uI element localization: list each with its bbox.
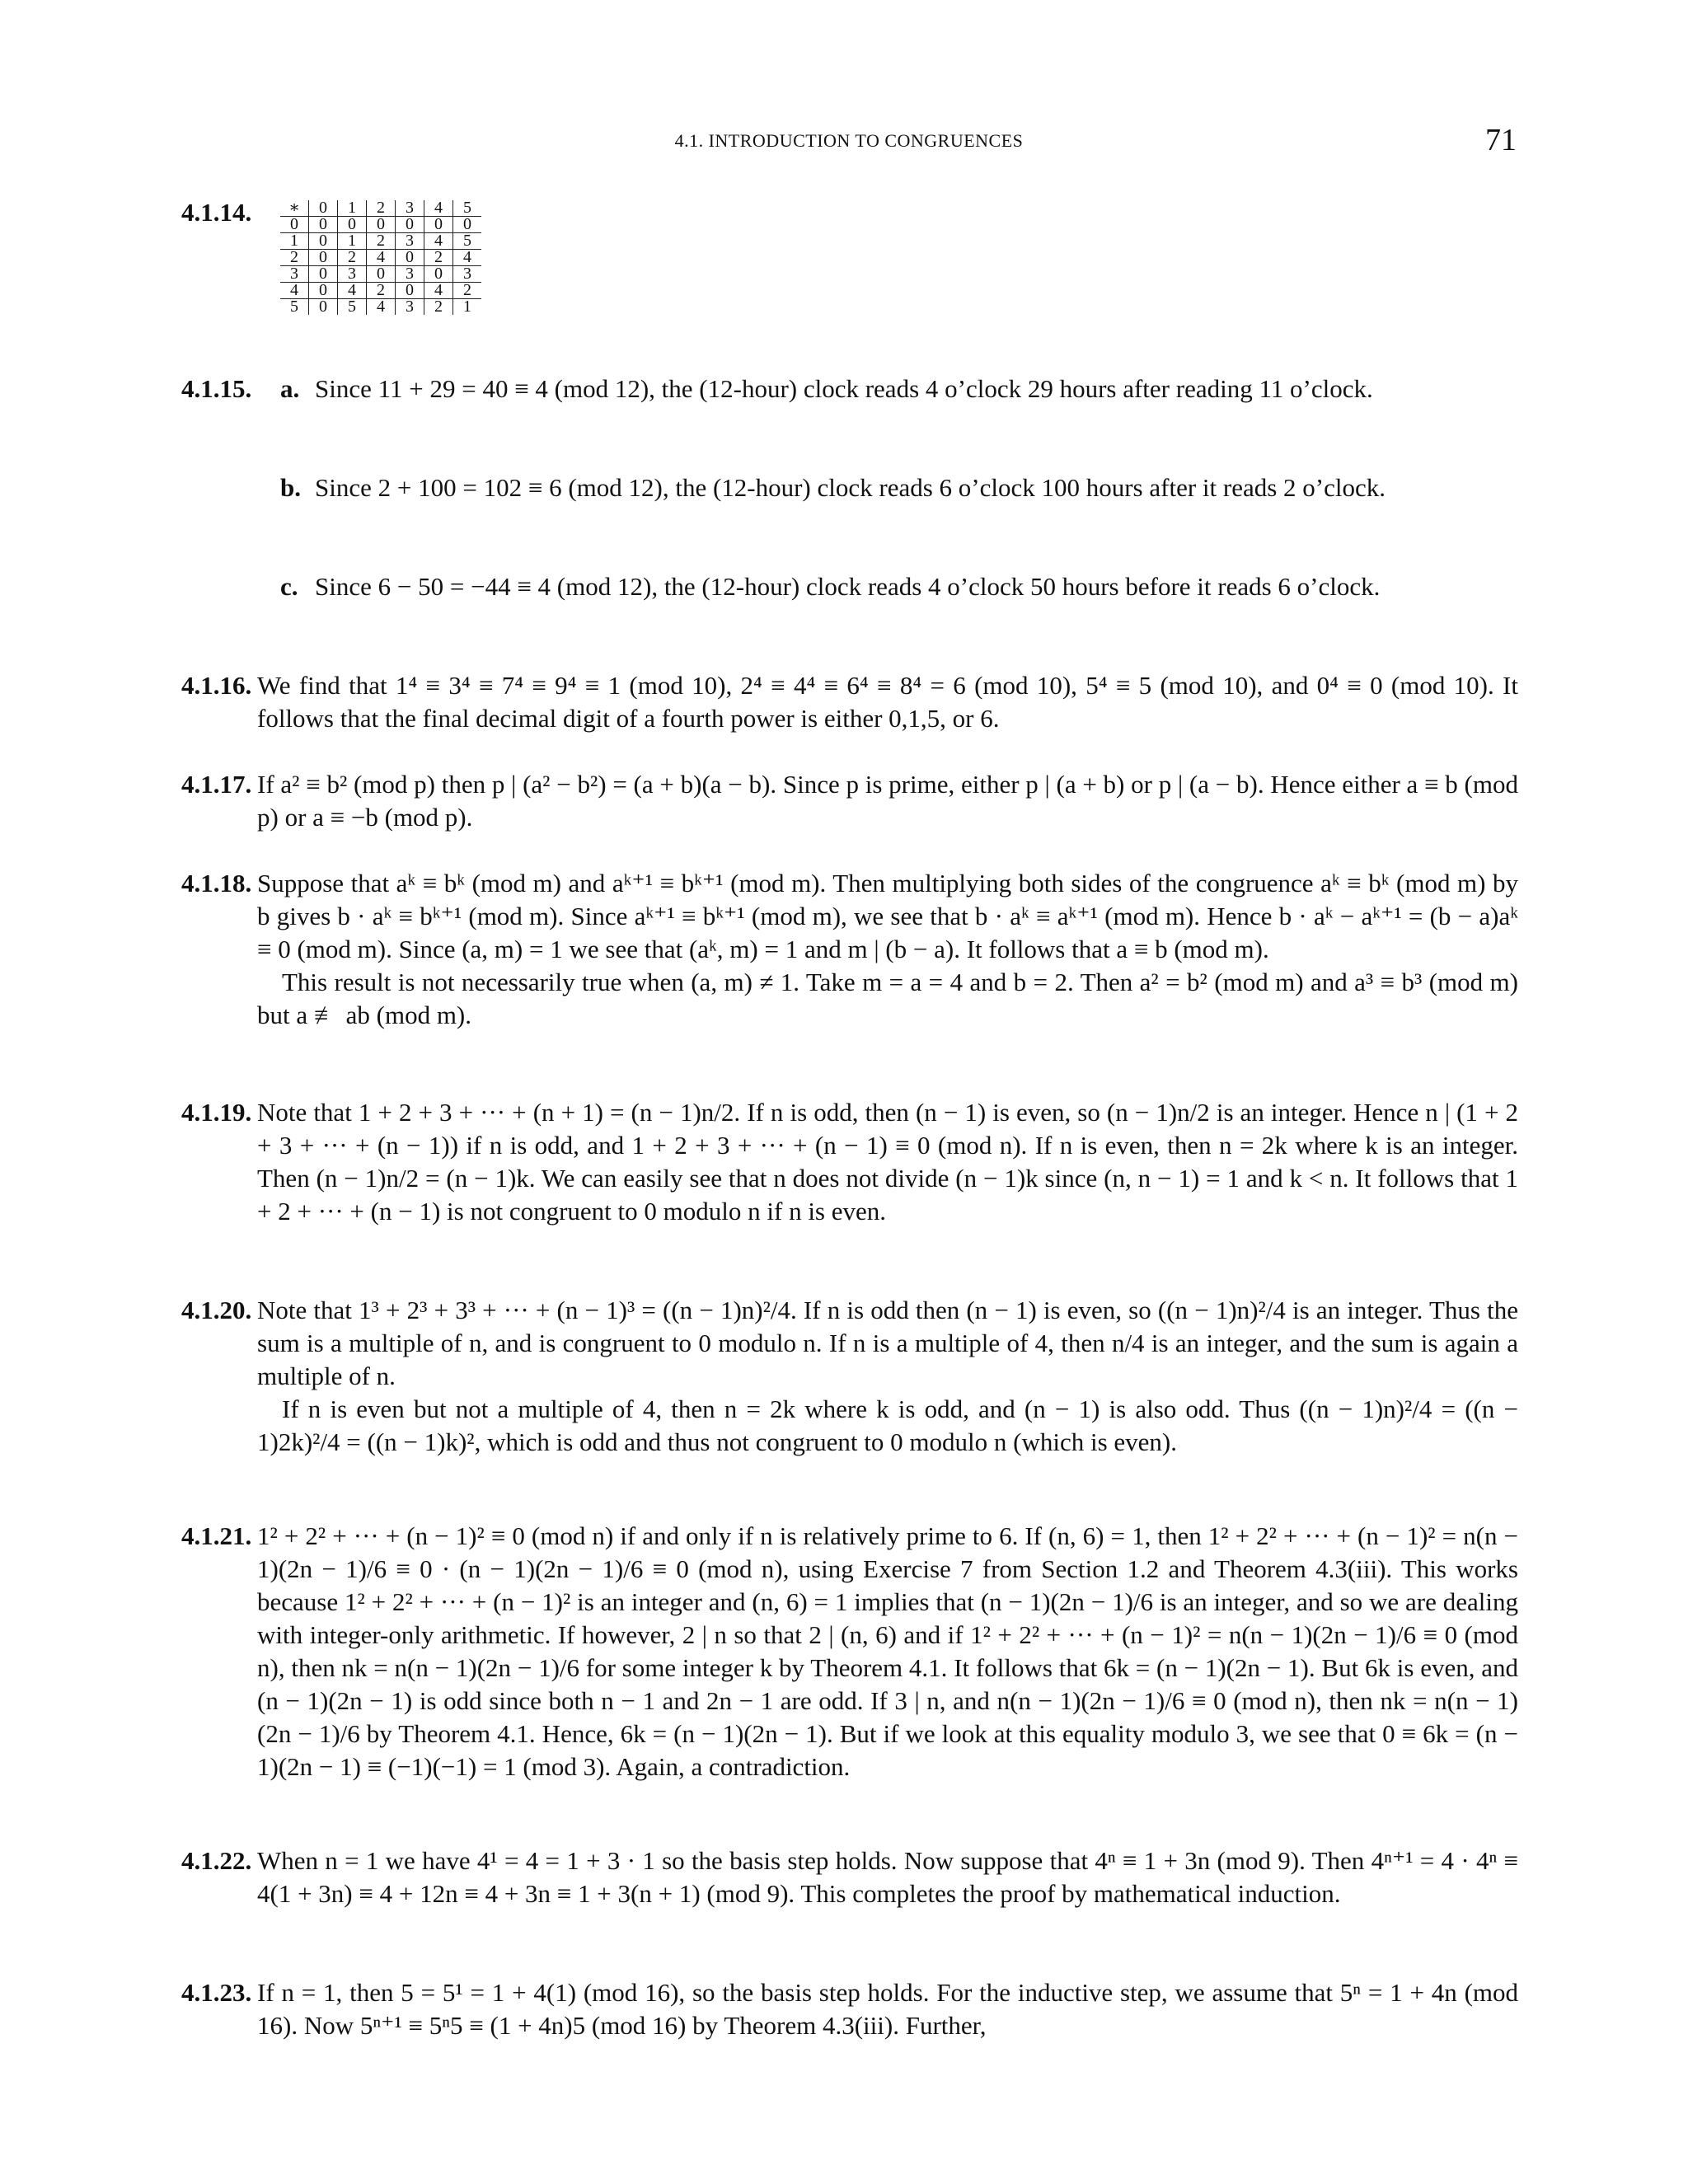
table-cell: 2 bbox=[338, 250, 367, 266]
part-label-a: a. bbox=[280, 374, 300, 403]
table-header-cell: 0 bbox=[309, 200, 338, 217]
table-cell: 0 bbox=[367, 217, 396, 233]
exercise-4-1-15-a bbox=[181, 373, 1518, 405]
table-cell: 0 bbox=[309, 250, 338, 266]
exercise-4-1-17 bbox=[181, 768, 1518, 834]
table-row-header-cell: 4 bbox=[280, 283, 309, 299]
table-cell: 0 bbox=[309, 217, 338, 233]
exercise-4-1-21 bbox=[181, 1520, 1518, 1783]
exercise-label: 4.1.19. bbox=[181, 1098, 252, 1127]
exercise-4-1-15-c bbox=[181, 570, 1518, 603]
exercise-4-1-16 bbox=[181, 669, 1518, 735]
part-text-a: Since 11 + 29 = 40 ≡ 4 (mod 12), the (12-hour) clock reads 4 o’clock 29 hours after reading 11 o’clock. bbox=[315, 374, 1373, 403]
table-cell: 2 bbox=[424, 250, 453, 266]
exercise-text: Note that 1 + 2 + 3 + ··· + (n + 1) = (n − 1)n/2. If n is odd, then (n − 1) is even, so (n − 1)n/2 is an integer. Hence n | (1 + 2 + 3 + ··· + (n − 1)) if n is odd, and 1 + 2 + 3 + ··· + (n − 1) ≡ 0 (mod n). If n is even, then n = 2k where k is an integer. Then (n − 1)n/2 = (n − 1)k. We can easily see that n does not divide (n − 1)k since (n, n − 1) = 1 and k < n. It follows that 1 + 2 + ··· + (n − 1) is not congruent to 0 modulo n if n is even. bbox=[257, 1098, 1518, 1226]
table-cell: 4 bbox=[338, 283, 367, 299]
exercise-text: When n = 1 we have 4¹ = 4 = 1 + 3 · 1 so the basis step holds. Now suppose that 4ⁿ ≡ 1 + 3n (mod 9). Then 4ⁿ⁺¹ = 4 · 4ⁿ ≡ 4(1 + 3n) ≡ 4 + 12n ≡ 4 + 3n ≡ 1 + 3(n + 1) (mod 9). This completes the proof by mathematical induction. bbox=[257, 1846, 1518, 1908]
exercise-label: 4.1.20. bbox=[181, 1296, 252, 1324]
table-row bbox=[280, 283, 481, 299]
table-cell: 0 bbox=[396, 283, 424, 299]
multiplication-table bbox=[280, 200, 481, 315]
table-row bbox=[280, 299, 481, 316]
part-text-c: Since 6 − 50 = −44 ≡ 4 (mod 12), the (12-hour) clock reads 4 o’clock 50 hours before it reads 6 o’clock. bbox=[315, 572, 1381, 601]
page-number: 71 bbox=[1485, 123, 1517, 157]
table-cell: 4 bbox=[424, 233, 453, 250]
table-cell: 2 bbox=[453, 283, 482, 299]
table-header-cell: 3 bbox=[396, 200, 424, 217]
table-cell: 1 bbox=[453, 299, 482, 316]
exercise-text: Suppose that aᵏ ≡ bᵏ (mod m) and aᵏ⁺¹ ≡ bᵏ⁺¹ (mod m). Then multiplying both sides of the congruence aᵏ ≡ bᵏ (mod m) by b gives b · aᵏ ≡ bᵏ⁺¹ (mod m). Since aᵏ⁺¹ ≡ bᵏ⁺¹ (mod m), we see that b · aᵏ ≡ aᵏ⁺¹ (mod m). Hence b · aᵏ − aᵏ⁺¹ = (b − a)aᵏ ≡ 0 (mod m). Since (a, m) = 1 we see that (aᵏ, m) = 1 and m | (b − a). It follows that a ≡ b (mod m). bbox=[257, 869, 1518, 963]
table-row bbox=[280, 266, 481, 283]
exercise-label: 4.1.23. bbox=[181, 1978, 252, 2007]
exercise-text: 1² + 2² + ··· + (n − 1)² ≡ 0 (mod n) if and only if n is relatively prime to 6. If (n, 6) = 1, then 1² + 2² + ··· + (n − 1)² = n(n − 1)(2n − 1)/6 ≡ 0 · (n − 1)(2n − 1)/6 ≡ 0 (mod n), using Exercise 7 from Section 1.2 and Theorem 4.3(iii). This works because 1² + 2² + ··· + (n − 1)² is an integer and (n, 6) = 1 implies that (n − 1)(2n − 1)/6 is an integer, and so we are dealing with integer-only arithmetic. If however, 2 | n so that 2 | (n, 6) and if 1² + 2² + ··· + (n − 1)² = n(n − 1)(2n − 1)/6 ≡ 0 (mod n), then nk = n(n − 1)(2n − 1)/6 for some integer k by Theorem 4.1. It follows that 6k = (n − 1)(2n − 1). But 6k is even, and (n − 1)(2n − 1) is odd since both n − 1 and 2n − 1 are odd. If 3 | n, and n(n − 1)(2n − 1)/6 ≡ 0 (mod n), then nk = n(n − 1)(2n − 1)/6 by Theorem 4.1. Hence, 6k = (n − 1)(2n − 1). But if we look at this equality modulo 3, we see that 0 ≡ 6k = (n − 1)(2n − 1) ≡ (−1)(−1) = 1 (mod 3). Again, a contradiction. bbox=[257, 1521, 1518, 1781]
exercise-4-1-23 bbox=[181, 1976, 1518, 2042]
exercise-4-1-18 bbox=[181, 867, 1518, 1032]
exercise-text: Note that 1³ + 2³ + 3³ + ··· + (n − 1)³ = ((n − 1)n)²/4. If n is odd then (n − 1) is even, so ((n − 1)n)²/4 is an integer. Thus the sum is a multiple of n, and is congruent to 0 modulo n. If n is a multiple of 4, then n/4 is an integer, and the sum is again a multiple of n. bbox=[257, 1296, 1518, 1390]
exercise-4-1-15-b bbox=[181, 471, 1518, 504]
exercise-label: 4.1.22. bbox=[181, 1846, 252, 1875]
part-label-c: c. bbox=[280, 572, 298, 601]
table-row-header-cell: 0 bbox=[280, 217, 309, 233]
part-text-b: Since 2 + 100 = 102 ≡ 6 (mod 12), the (12-hour) clock reads 6 o’clock 100 hours after it reads 2 o’clock. bbox=[315, 473, 1386, 502]
table-cell: 3 bbox=[396, 266, 424, 283]
exercise-text-continued: If n is even but not a multiple of 4, then n = 2k where k is odd, and (n − 1) is also odd. Thus ((n − 1)n)²/4 = ((n − 1)2k)²/4 = ((n − 1)k)², which is odd and thus not congruent to 0 modulo n (which is even). bbox=[257, 1394, 1518, 1456]
table-cell: 2 bbox=[367, 283, 396, 299]
table-row-header-cell: 5 bbox=[280, 299, 309, 316]
table-cell: 4 bbox=[367, 299, 396, 316]
table-cell: 0 bbox=[367, 266, 396, 283]
table-header-cell: 1 bbox=[338, 200, 367, 217]
table-cell: 5 bbox=[338, 299, 367, 316]
exercise-4-1-22 bbox=[181, 1844, 1518, 1910]
table-cell: 0 bbox=[309, 266, 338, 283]
exercise-label: 4.1.15. bbox=[181, 374, 252, 403]
part-label-b: b. bbox=[280, 473, 301, 502]
table-cell: 5 bbox=[453, 233, 482, 250]
table-cell: 4 bbox=[453, 250, 482, 266]
running-head bbox=[181, 122, 1517, 163]
table-cell: 0 bbox=[424, 217, 453, 233]
exercise-label: 4.1.21. bbox=[181, 1521, 252, 1550]
exercise-label: 4.1.16. bbox=[181, 671, 252, 700]
exercise-label: 4.1.17. bbox=[181, 770, 252, 799]
table-cell: 0 bbox=[338, 217, 367, 233]
table-row-header-cell: 2 bbox=[280, 250, 309, 266]
table-cell: 4 bbox=[367, 250, 396, 266]
table-cell: 0 bbox=[396, 217, 424, 233]
table-cell: 1 bbox=[338, 233, 367, 250]
table-cell: 3 bbox=[338, 266, 367, 283]
table-cell: 3 bbox=[453, 266, 482, 283]
table-cell: 0 bbox=[309, 299, 338, 316]
table-cell: 3 bbox=[396, 299, 424, 316]
table-header-row bbox=[280, 200, 481, 217]
exercise-text: If a² ≡ b² (mod p) then p | (a² − b²) = (a + b)(a − b). Since p is prime, either p | (a + b) or p | (a − b). Hence either a ≡ b (mod p) or a ≡ −b (mod p). bbox=[257, 770, 1518, 832]
exercise-4-1-19 bbox=[181, 1096, 1518, 1228]
table-cell: 2 bbox=[367, 233, 396, 250]
table-header-cell: 5 bbox=[453, 200, 482, 217]
table-row bbox=[280, 217, 481, 233]
table-header-cell: 2 bbox=[367, 200, 396, 217]
table-cell: 0 bbox=[309, 233, 338, 250]
exercise-label: 4.1.14. bbox=[181, 198, 252, 227]
table-cell: 0 bbox=[453, 217, 482, 233]
table-row bbox=[280, 250, 481, 266]
table-cell: 3 bbox=[396, 233, 424, 250]
table-cell: 2 bbox=[424, 299, 453, 316]
exercise-label: 4.1.18. bbox=[181, 869, 252, 898]
table-cell: 0 bbox=[424, 266, 453, 283]
table-row-header-cell: 1 bbox=[280, 233, 309, 250]
exercise-text-continued: This result is not necessarily true when (a, m) ≠ 1. Take m = a = 4 and b = 2. Then a² = b² (mod m) and a³ ≡ b³ (mod m) but a ≢ ab (mod m). bbox=[257, 968, 1518, 1029]
table-header-cell: ∗ bbox=[280, 200, 309, 217]
table-cell: 0 bbox=[396, 250, 424, 266]
exercise-text: We find that 1⁴ ≡ 3⁴ ≡ 7⁴ ≡ 9⁴ ≡ 1 (mod 10), 2⁴ ≡ 4⁴ ≡ 6⁴ ≡ 8⁴ = 6 (mod 10), 5⁴ ≡ 5 (mod 10), and 0⁴ ≡ 0 (mod 10). It follows that the final decimal digit of a fourth power is either 0,1,5, or 6. bbox=[257, 671, 1518, 733]
table-cell: 4 bbox=[424, 283, 453, 299]
exercise-text: If n = 1, then 5 = 5¹ = 1 + 4(1) (mod 16), so the basis step holds. For the inductive step, we assume that 5ⁿ = 1 + 4n (mod 16). Now 5ⁿ⁺¹ ≡ 5ⁿ5 ≡ (1 + 4n)5 (mod 16) by Theorem 4.3(iii). Further, bbox=[257, 1978, 1518, 2040]
table-cell: 0 bbox=[309, 283, 338, 299]
table-row-header-cell: 3 bbox=[280, 266, 309, 283]
table-header-cell: 4 bbox=[424, 200, 453, 217]
table-row bbox=[280, 233, 481, 250]
exercise-4-1-20 bbox=[181, 1294, 1518, 1459]
running-title: 4.1. INTRODUCTION TO CONGRUENCES bbox=[674, 130, 1024, 151]
